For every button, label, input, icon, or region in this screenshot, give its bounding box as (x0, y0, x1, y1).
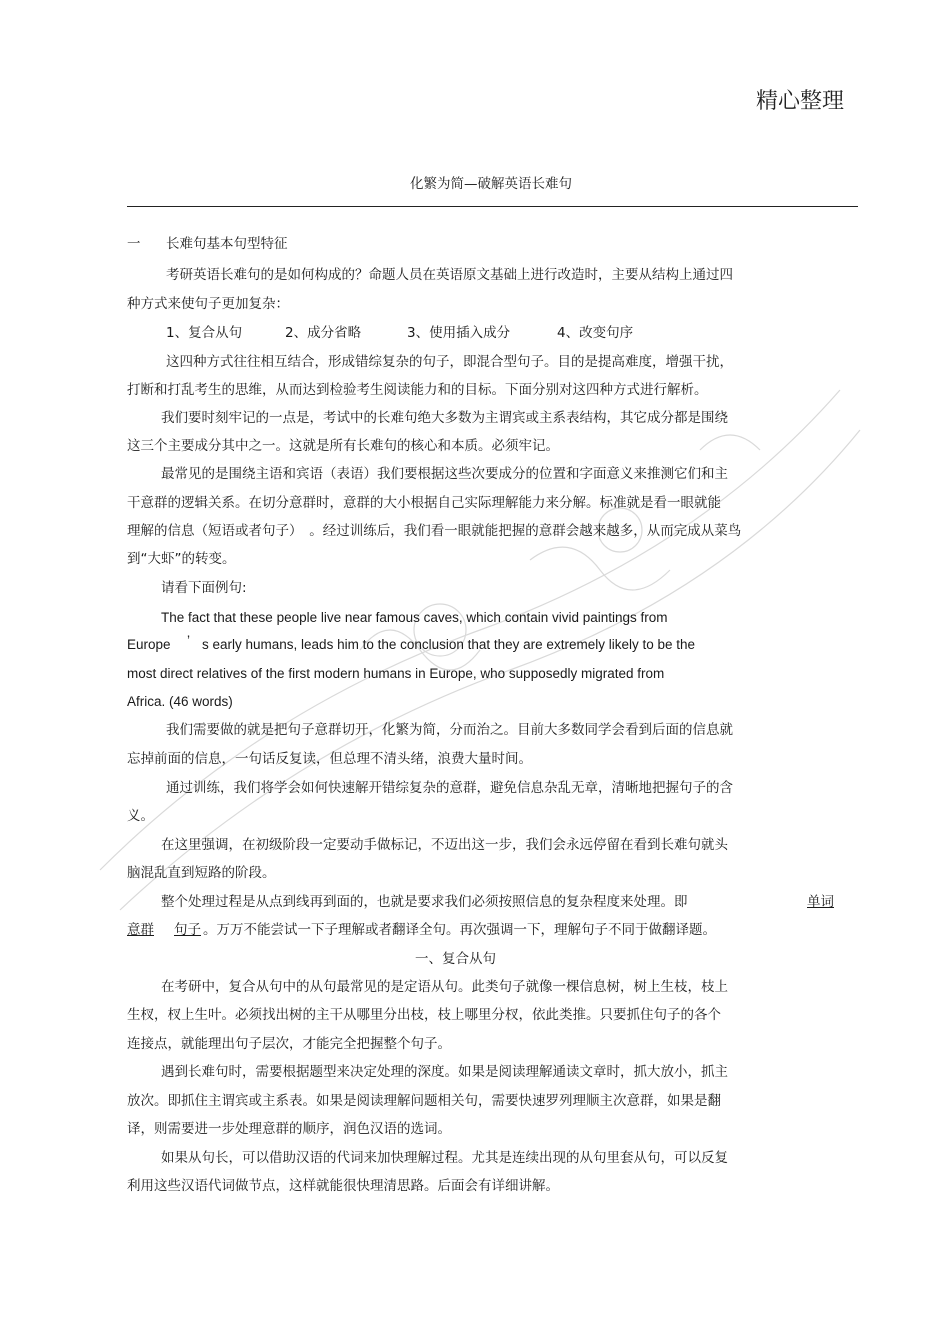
paragraph-line: 理解的信息（短语或者句子） 。经过训练后，我们看一眼就能把握的意群会越来越多，从而完成从菜鸟 (127, 523, 742, 539)
paragraph-line: 脑混乱直到短路的阶段。 (127, 865, 276, 881)
paragraph-line: 打断和打乱考生的思维，从而达到检验考生阅读能力和的目标。下面分别对这四种方式进行解析。 (127, 382, 708, 398)
paragraph-line: 种方式来使句子更加复杂： (127, 296, 289, 312)
method-item: 3、使用插入成分 (407, 325, 511, 341)
underlined-term-word: 单词 (807, 894, 834, 910)
paragraph-line: 连接点，就能理出句子层次，才能完全把握整个句子。 (127, 1036, 451, 1052)
section1-title: 长难句基本句型特征 (166, 236, 288, 252)
paragraph-line: 。万万不能尝试一下子理解或者翻译全句。再次强调一下，理解句子不同于做翻译题。 (203, 922, 716, 938)
paragraph-line: 忘掉前面的信息，一句话反复读，但总理不清头绪，浪费大量时间。 (127, 751, 532, 767)
example-line: Africa. (46 words) (127, 694, 233, 709)
paragraph-line: 放次。即抓住主谓宾或主系表。如果是阅读理解问题相关句，需要快速罗列理顺主次意群，如果是翻 (127, 1093, 721, 1109)
section2-title: 一、复合从句 (415, 951, 496, 967)
paragraph-line: 我们要时刻牢记的一点是，考试中的长难句绝大多数为主谓宾或主系表结构，其它成分都是围绕 (161, 410, 728, 426)
paragraph-line: 整个处理过程是从点到线再到面的，也就是要求我们必须按照信息的复杂程度来处理。即 (161, 894, 688, 910)
method-item: 4、改变句序 (557, 325, 634, 341)
example-line: s early humans, leads him to the conclusion that they are extremely likely to be the (202, 637, 696, 652)
paragraph-line: 我们需要做的就是把句子意群切开，化繁为简，分而治之。目前大多数同学会看到后面的信息就 (166, 722, 733, 738)
paragraph-line: 到“大虾”的转变。 (127, 551, 236, 567)
paragraph-line: 请看下面例句: (161, 580, 247, 596)
underlined-term-group: 意群 (127, 922, 154, 938)
example-line: Europe (127, 637, 171, 652)
title-divider (127, 206, 858, 207)
paragraph-line: 遇到长难句时，需要根据题型来决定处理的深度。如果是阅读理解通读文章时，抓大放小，抓主 (161, 1064, 728, 1080)
paragraph-line: 考研英语长难句的是如何构成的？命题人员在英语原文基础上进行改造时，主要从结构上通过四 (166, 267, 733, 283)
paragraph-line: 如果从句长，可以借助汉语的代词来加快理解过程。尤其是连续出现的从句里套从句，可以反复 (161, 1150, 728, 1166)
method-item: 2、成分省略 (285, 325, 362, 341)
paragraph-line: 通过训练，我们将学会如何快速解开错综复杂的意群，避免信息杂乱无章，清晰地把握句子的含 (166, 780, 733, 796)
paragraph-line: 干意群的逻辑关系。在切分意群时，意群的大小根据自己实际理解能力来分解。标准就是看一眼就能 (127, 495, 721, 511)
paragraph-line: 最常见的是围绕主语和宾语（表语）我们要根据这些次要成分的位置和字面意义来推测它们和主 (161, 466, 728, 482)
paragraph-line: 译，则需要进一步处理意群的顺序，润色汉语的选词。 (127, 1121, 451, 1137)
paragraph-line: 在这里强调，在初级阶段一定要动手做标记，不迈出这一步，我们会永远停留在看到长难句就头 (161, 837, 728, 853)
paragraph-line: 生杈，杈上生叶。必须找出树的主干从哪里分出枝，枝上哪里分杈，依此类推。只要抓住句子的各个 (127, 1007, 721, 1023)
example-apostrophe: ’ (187, 633, 190, 648)
paragraph-line: 这四种方式往往相互结合，形成错综复杂的句子，即混合型句子。目的是提高难度，增强干扰， (166, 354, 733, 370)
paragraph-line: 义。 (127, 808, 154, 824)
header-mark: 精心整理 (756, 89, 845, 114)
underlined-term-sentence: 句子 (174, 922, 201, 938)
paragraph-line: 在考研中，复合从句中的从句最常见的是定语从句。此类句子就像一棵信息树，树上生枝，枝上 (161, 979, 728, 995)
example-line: The fact that these people live near famous caves, which contain vivid paintings from (161, 610, 668, 625)
paragraph-line: 利用这些汉语代词做节点，这样就能很快理清思路。后面会有详细讲解。 (127, 1178, 559, 1194)
example-line: most direct relatives of the first modern humans in Europe, who supposedly migrated from (127, 666, 665, 681)
section1-number: 一 (127, 236, 141, 252)
paragraph-line: 这三个主要成分其中之一。这就是所有长难句的核心和本质。必须牢记。 (127, 438, 559, 454)
document-title: 化繁为简—破解英语长难句 (410, 176, 572, 192)
method-item: 1、复合从句 (166, 325, 243, 341)
